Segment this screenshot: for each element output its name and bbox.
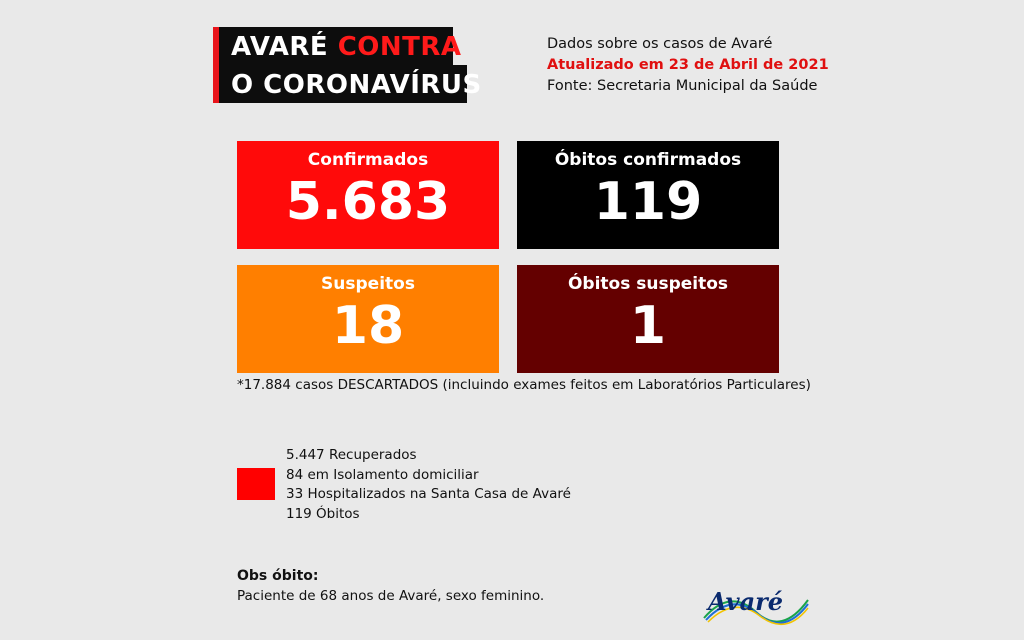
logo-graphic <box>700 578 810 626</box>
obs-block <box>237 566 544 606</box>
card-deaths-suspected-value: 1 <box>629 296 667 356</box>
card-deaths-suspected <box>517 265 779 373</box>
card-confirmed-label: Confirmados <box>307 150 429 170</box>
legend-square <box>237 468 275 500</box>
info-block <box>547 34 829 97</box>
card-deaths-confirmed-label: Óbitos confirmados <box>554 150 742 170</box>
stat-hospitalized: 33 Hospitalizados na Santa Casa de Avaré <box>286 486 571 502</box>
card-suspected-value: 18 <box>331 296 405 356</box>
card-confirmed <box>237 141 499 249</box>
title-contra: CONTRA <box>337 32 462 62</box>
svg-text:Avaré: Avaré <box>708 587 784 616</box>
card-deaths-suspected-label: Óbitos suspeitos <box>567 274 729 294</box>
stats-list <box>286 446 571 524</box>
card-suspected-label: Suspeitos <box>321 274 415 294</box>
obs-title: Obs óbito: <box>237 568 319 584</box>
stat-recovered: 5.447 Recuperados <box>286 447 417 463</box>
card-confirmed-value: 5.683 <box>285 172 451 232</box>
info-source: Fonte: Secretaria Municipal da Saúde <box>547 78 818 94</box>
obs-text: Paciente de 68 anos de Avaré, sexo feminino. <box>237 588 545 604</box>
stat-deaths: 119 Óbitos <box>286 505 360 522</box>
avare-logo <box>700 578 810 626</box>
title-line-2: O CORONAVÍRUS <box>213 65 467 103</box>
stat-isolation: 84 em Isolamento domiciliar <box>286 466 479 483</box>
title-avare: AVARÉ <box>231 32 329 62</box>
title-banner <box>213 27 482 103</box>
card-deaths-confirmed <box>517 141 779 249</box>
title-line-1 <box>213 27 462 65</box>
info-updated: Atualizado em 23 de Abril de 2021 <box>547 57 829 73</box>
card-suspected <box>237 265 499 373</box>
info-heading: Dados sobre os casos de Avaré <box>547 36 773 52</box>
discarded-note: *17.884 casos DESCARTADOS (incluindo exames feitos em Laboratórios Particulares) <box>237 377 811 393</box>
card-deaths-confirmed-value: 119 <box>593 172 703 232</box>
